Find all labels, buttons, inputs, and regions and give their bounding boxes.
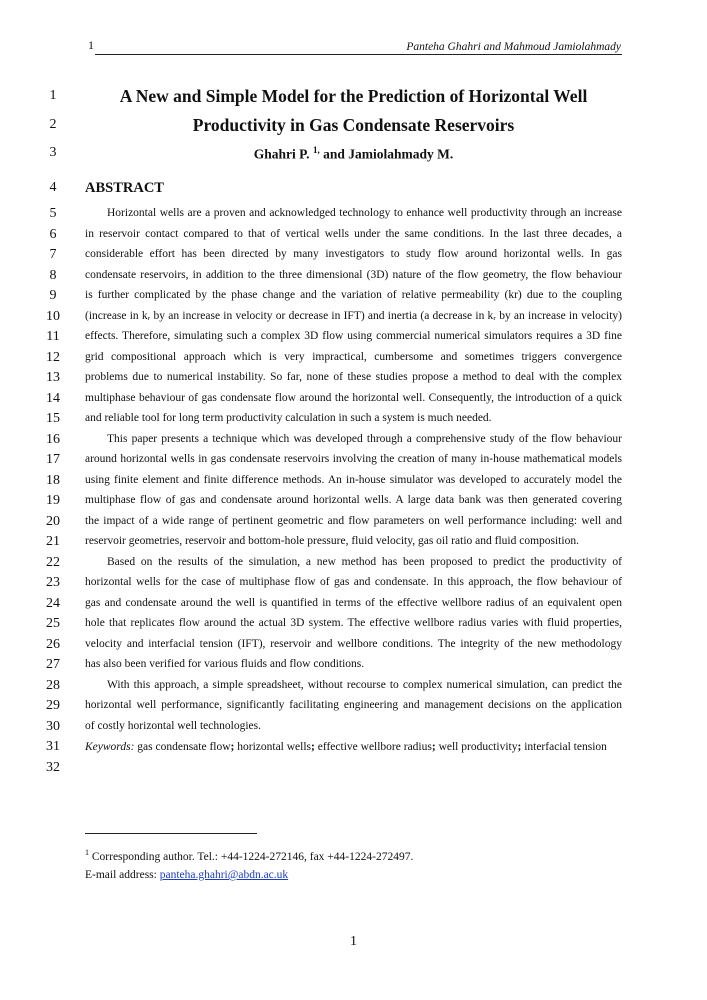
line-number: 14 (46, 390, 60, 406)
body-line: This paper presents a technique which was developed through a comprehensive study of the flow behaviour (107, 432, 622, 445)
body-line: in reservoir contact compared to that of vertical wells under the same conditions. In the last three decades, a (85, 227, 622, 240)
line-number: 26 (46, 636, 60, 652)
author-1: Ghahri P. (253, 146, 310, 162)
line-number: 12 (46, 349, 60, 365)
title-line-2: Productivity in Gas Condensate Reservoirs (192, 115, 515, 135)
body-line: horizontal wells for the case of multiphase flow of gas and condensate. In this approach, the flow behaviour of (85, 576, 622, 588)
line-number: 3 (49, 145, 57, 160)
body-line: condensate reservoirs, in addition to the three dimensional (3D) nature of the flow geometry, the flow behaviour (85, 268, 622, 281)
body-line: multiphase behaviour of gas condensate flow around the horizontal well. Consequently, the introduction of a quick (85, 391, 622, 404)
line-number: 6 (49, 226, 57, 242)
line-number: 25 (46, 616, 60, 631)
body-line: around horizontal wells in gas condensate reservoirs involving the creation of many in-house mathematical models (85, 453, 622, 465)
line-number: 1 (49, 88, 57, 103)
body-line: gas and condensate around the well is quantified in terms of the effective wellbore radius of an equivalent open (85, 596, 622, 609)
line-number: 8 (49, 267, 57, 283)
footnote-email-line (85, 869, 288, 881)
header-page-marker: 1 (88, 38, 94, 52)
keyword: horizontal wells (237, 741, 312, 753)
line-number: 13 (46, 370, 60, 385)
line-number: 31 (46, 739, 60, 754)
footnote-rule (85, 833, 257, 834)
body-line: multiphase flow of gas and condensate around horizontal wells. A large data bank was then generated covering (85, 494, 622, 506)
body-line: velocity and interfacial tension (IFT), reservoir and wellbore conditions. The integrity of the new methodology (85, 637, 622, 650)
line-number: 24 (46, 595, 60, 611)
keyword-separator: ; (431, 741, 439, 753)
line-number: 21 (46, 534, 60, 549)
running-header-authors: Panteha Ghahri and Mahmoud Jamiolahmady (406, 41, 621, 53)
footnote-mark: 1 (85, 848, 89, 857)
keywords-line (85, 741, 607, 753)
abstract-heading: ABSTRACT (85, 180, 164, 196)
body-line: horizontal well performance, significantly facilitating engineering and management decisions on the application (85, 699, 622, 711)
footnote-text: Corresponding author. Tel.: +44-1224-272146, fax +44-1224-272497. (89, 850, 414, 863)
line-number: 22 (46, 554, 60, 570)
line-number: 5 (49, 206, 57, 221)
keyword: gas condensate flow (137, 741, 231, 753)
body-line: is further complicated by the phase change and the variation of relative permeability (kr) due to the coupling (85, 289, 622, 301)
body-line: With this approach, a simple spreadsheet, without recourse to complex numerical simulation, can predict the (107, 678, 622, 691)
line-number: 28 (46, 677, 60, 693)
body-line: hole that replicates flow around the actual 3D system. The effective wellbore radius varies with fluid properties, (85, 617, 622, 629)
line-number: 15 (46, 411, 60, 426)
body-line: reservoir geometries, reservoir and bottom-hole pressure, fluid velocity, gas oil ratio and fluid composition. (85, 535, 579, 547)
keyword: well productivity (438, 741, 518, 753)
body-line: of costly horizontal well technologies. (85, 719, 261, 732)
line-number: 23 (46, 575, 60, 590)
author-2: and Jamiolahmady M. (319, 146, 454, 162)
line-number: 11 (46, 329, 60, 344)
body-line: considerable effort has been directed by many investigators to study flow around horizontal wells. In gas (85, 248, 622, 260)
keyword-separator: ; (517, 741, 525, 753)
footnote (85, 848, 413, 863)
body-line: Horizontal wells are a proven and acknowledged technology to enhance well productivity through an increase (107, 207, 622, 219)
line-number: 20 (46, 513, 60, 529)
keywords-label: Keywords: (85, 741, 135, 753)
line-number: 27 (46, 657, 60, 672)
line-number: 19 (46, 493, 60, 508)
body-line: grid compositional approach which is very impractical, cumbersome and sometimes triggers convergence (85, 350, 622, 363)
body-line: and reliable tool for long term productivity calculation in such a system is much needed. (85, 412, 492, 424)
author-1-footnote-mark: 1, (312, 145, 320, 155)
line-number: 9 (49, 288, 57, 303)
body-line: using finite element and finite difference methods. An in-house simulator was developed to accurately model the (85, 473, 622, 486)
line-number: 17 (46, 452, 60, 467)
page-number: 1 (350, 934, 357, 949)
line-number: 10 (46, 308, 60, 324)
body-line: Based on the results of the simulation, a new method has been proposed to predict the productivity of (107, 555, 622, 568)
line-number: 32 (46, 759, 60, 775)
email-label: E-mail address: (85, 869, 160, 881)
body-line: the impact of a wide range of pertinent geometric and flow parameters on well performance including: well and (85, 514, 622, 527)
keyword: interfacial tension (524, 741, 607, 753)
author-line (85, 145, 622, 163)
line-number: 16 (46, 431, 60, 447)
body-line: has also been verified for various fluids and flow conditions. (85, 658, 365, 670)
line-number: 29 (46, 698, 60, 713)
keyword-separator: ; (230, 741, 238, 753)
email-link[interactable]: panteha.ghahri@abdn.ac.uk (159, 869, 289, 881)
body-line: problems due to numerical instability. So far, none of these studies propose a method to deal with the complex (85, 371, 622, 383)
line-number: 4 (49, 180, 57, 195)
line-number: 18 (46, 472, 60, 488)
keyword-separator: ; (311, 741, 318, 753)
line-number: 7 (49, 247, 57, 262)
body-line: effects. Therefore, simulating such a complex 3D flow using commercial numerical simulators requires a 3D fine (85, 330, 622, 342)
body-line: (increase in kᵣ by an increase in velocity or decrease in IFT) and inertia (a decrease in kᵣ by an increase in velocity) (85, 309, 622, 322)
title-line-1: A New and Simple Model for the Prediction of Horizontal Well (119, 86, 588, 106)
keyword: effective wellbore radius (317, 741, 432, 753)
line-number: 30 (46, 718, 60, 734)
header-rule (95, 54, 622, 55)
line-number: 2 (49, 117, 57, 132)
